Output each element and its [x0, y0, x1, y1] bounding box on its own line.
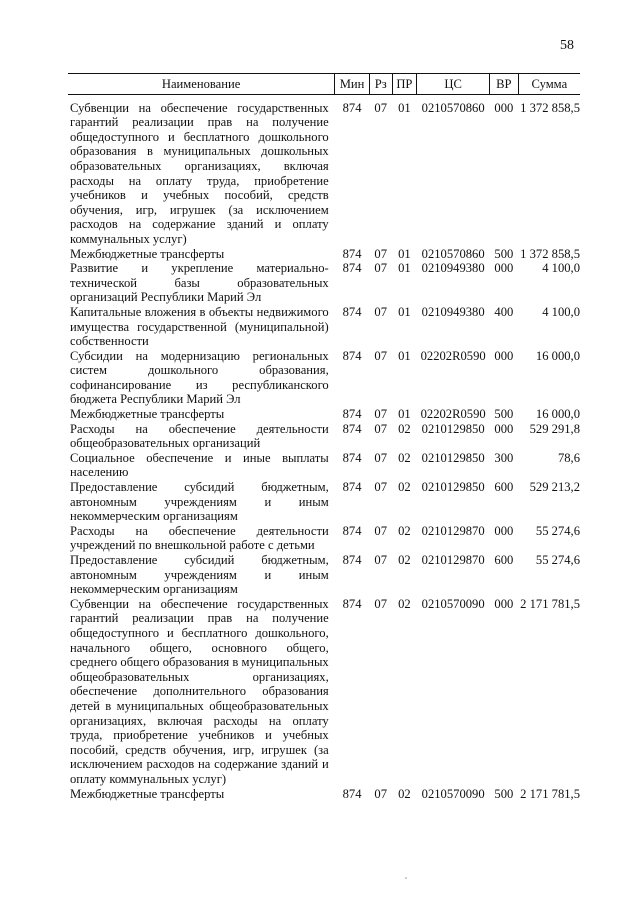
table-row: [68, 553, 580, 597]
row-name: Межбюджетные трансферты: [70, 407, 225, 422]
row-vr: 000: [494, 261, 514, 276]
row-sum: 16 000,0: [535, 348, 580, 363]
row-rz: 07: [374, 450, 387, 465]
row-name: Предоставление субсидий бюджетным, автономным учреждениям и иным некоммерческим организациям: [70, 480, 329, 524]
row-pr: 01: [398, 348, 411, 363]
row-pr: 01: [398, 304, 411, 319]
row-sum: 529 213,2: [529, 480, 580, 495]
row-pr: 01: [398, 246, 411, 261]
header-sum: Сумма: [518, 74, 580, 95]
row-vr: 000: [494, 348, 514, 363]
table-row: [68, 787, 580, 802]
row-pr: 02: [398, 450, 411, 465]
header-vr: ВР: [490, 74, 519, 95]
row-rz: 07: [374, 261, 387, 276]
header-cs: ЦС: [417, 74, 490, 95]
row-cs: 0210129850: [421, 480, 485, 495]
table-header: [68, 74, 580, 95]
row-cs: 0210129870: [421, 523, 485, 538]
row-name: Расходы на обеспечение деятельности учреждений по внешкольной работе с детьми: [70, 523, 329, 553]
row-vr: 000: [494, 596, 514, 611]
row-min: 874: [342, 553, 362, 567]
table-row: [68, 349, 580, 407]
row-sum: 2 171 781,5: [520, 596, 580, 611]
row-cs: 0210570860: [421, 246, 485, 261]
row-vr: 500: [494, 407, 514, 422]
table-row: [68, 422, 580, 451]
row-rz: 07: [374, 407, 387, 422]
table-body: [68, 94, 580, 801]
header-name: Наименование: [68, 74, 335, 95]
row-min: 874: [342, 421, 362, 436]
row-pr: 02: [398, 523, 411, 538]
row-vr: 600: [494, 553, 514, 567]
table-row: [68, 597, 580, 787]
table-row: [68, 524, 580, 553]
row-name: Субвенции на обеспечение государственных гарантий реализации прав на получение общедоступного и бесплатного дошкольного образования в муниципальных дошкольных образовательных организациях, включая расходы на оплату труда, приобретение учебников и учебных пособий, средств обучения, игр, игрушек (за исключением расходов на содержание зданий и оплату коммунальных услуг): [70, 100, 329, 246]
row-rz: 07: [374, 523, 387, 538]
scan-speck: [405, 877, 407, 879]
row-cs: 0210129850: [421, 421, 485, 436]
row-rz: 07: [374, 480, 387, 495]
header-pr: ПР: [392, 74, 417, 95]
header-row: [68, 74, 580, 95]
table-row: [68, 247, 580, 262]
row-name: Межбюджетные трансферты: [70, 246, 225, 261]
row-pr: 02: [398, 421, 411, 436]
budget-table: [68, 73, 580, 801]
row-name: Капитальные вложения в объекты недвижимого имущества государственной (муниципальной) собственности: [70, 304, 329, 349]
row-min: 874: [342, 450, 362, 465]
row-pr: 02: [398, 480, 411, 495]
row-sum: 529 291,8: [529, 421, 580, 436]
page-number: 58: [560, 38, 574, 53]
row-sum: 2 171 781,5: [520, 786, 580, 801]
row-rz: 07: [374, 553, 387, 567]
row-name: Расходы на обеспечение деятельности общеобразовательных организаций: [70, 421, 329, 451]
row-min: 874: [342, 523, 362, 538]
row-rz: 07: [374, 421, 387, 436]
row-sum: 78,6: [557, 450, 580, 465]
row-rz: 07: [374, 100, 387, 115]
row-sum: 55 274,6: [535, 523, 580, 538]
row-name: Развитие и укрепление материально-технической базы образовательных организаций Республики Марий Эл: [70, 261, 329, 305]
row-min: 874: [342, 596, 362, 611]
row-sum: 16 000,0: [535, 407, 580, 422]
row-min: 874: [342, 480, 362, 495]
row-pr: 02: [398, 553, 411, 567]
row-cs: 0210949380: [421, 261, 485, 276]
row-cs: 0210570090: [421, 786, 485, 801]
row-cs: 0210129850: [421, 450, 485, 465]
row-min: 874: [342, 246, 362, 261]
row-rz: 07: [374, 304, 387, 319]
row-rz: 07: [374, 786, 387, 801]
row-cs: 0210570860: [421, 100, 485, 115]
row-vr: 000: [494, 523, 514, 538]
row-sum: 4 100,0: [542, 304, 580, 319]
row-min: 874: [342, 261, 362, 276]
table-row: [68, 305, 580, 349]
row-vr: 600: [494, 480, 514, 495]
row-name: Социальное обеспечение и иные выплаты населению: [70, 450, 329, 480]
row-cs: 0210949380: [421, 304, 485, 319]
row-min: 874: [342, 407, 362, 422]
row-cs: 0210129870: [421, 553, 485, 567]
table-row: [68, 451, 580, 480]
row-rz: 07: [374, 596, 387, 611]
row-cs: 02202R0590: [420, 407, 486, 422]
table-row: [68, 261, 580, 305]
row-vr: 400: [494, 304, 514, 319]
row-pr: 01: [398, 100, 411, 115]
row-sum: 1 372 858,5: [520, 100, 580, 115]
row-sum: 1 372 858,5: [520, 246, 580, 261]
table-row: [68, 407, 580, 422]
row-pr: 02: [398, 596, 411, 611]
row-rz: 07: [374, 246, 387, 261]
row-min: 874: [342, 100, 362, 115]
row-cs: 02202R0590: [420, 348, 486, 363]
row-pr: 01: [398, 261, 411, 276]
header-rz: Рз: [369, 74, 392, 95]
row-rz: 07: [374, 348, 387, 363]
row-name: Субвенции на обеспечение государственных гарантий реализации прав на получение общедоступного и бесплатного дошкольного, начального общего, основного общего, среднего общего образования в муниципальных общеобразовательных организациях, обеспечение дополнительного образования детей в муниципальных общеобразовательных организациях, включая расходы на оплату труда, приобретение учебников и учебных пособий, средств обучения, игр, игрушек (за исключением расходов на содержание зданий и оплату коммунальных услуг): [70, 596, 329, 786]
row-name: Субсидии на модернизацию региональных систем дошкольного образования, софинансирование из республиканского бюджета Республики Марий Эл: [70, 348, 329, 407]
row-cs: 0210570090: [421, 596, 485, 611]
row-vr: 500: [494, 786, 514, 801]
row-vr: 300: [494, 450, 514, 465]
header-min: Мин: [335, 74, 370, 95]
row-min: 874: [342, 786, 362, 801]
row-vr: 000: [494, 100, 514, 115]
row-name: Предоставление субсидий бюджетным, автономным учреждениям и иным некоммерческим организациям: [70, 553, 329, 597]
row-sum: 4 100,0: [542, 261, 580, 276]
row-min: 874: [342, 304, 362, 319]
row-pr: 02: [398, 786, 411, 801]
row-vr: 000: [494, 421, 514, 436]
table-row: [68, 94, 580, 246]
row-pr: 01: [398, 407, 411, 422]
table-row: [68, 480, 580, 524]
row-min: 874: [342, 348, 362, 363]
row-vr: 500: [494, 246, 514, 261]
row-sum: 55 274,6: [535, 553, 580, 567]
row-name: Межбюджетные трансферты: [70, 786, 225, 801]
